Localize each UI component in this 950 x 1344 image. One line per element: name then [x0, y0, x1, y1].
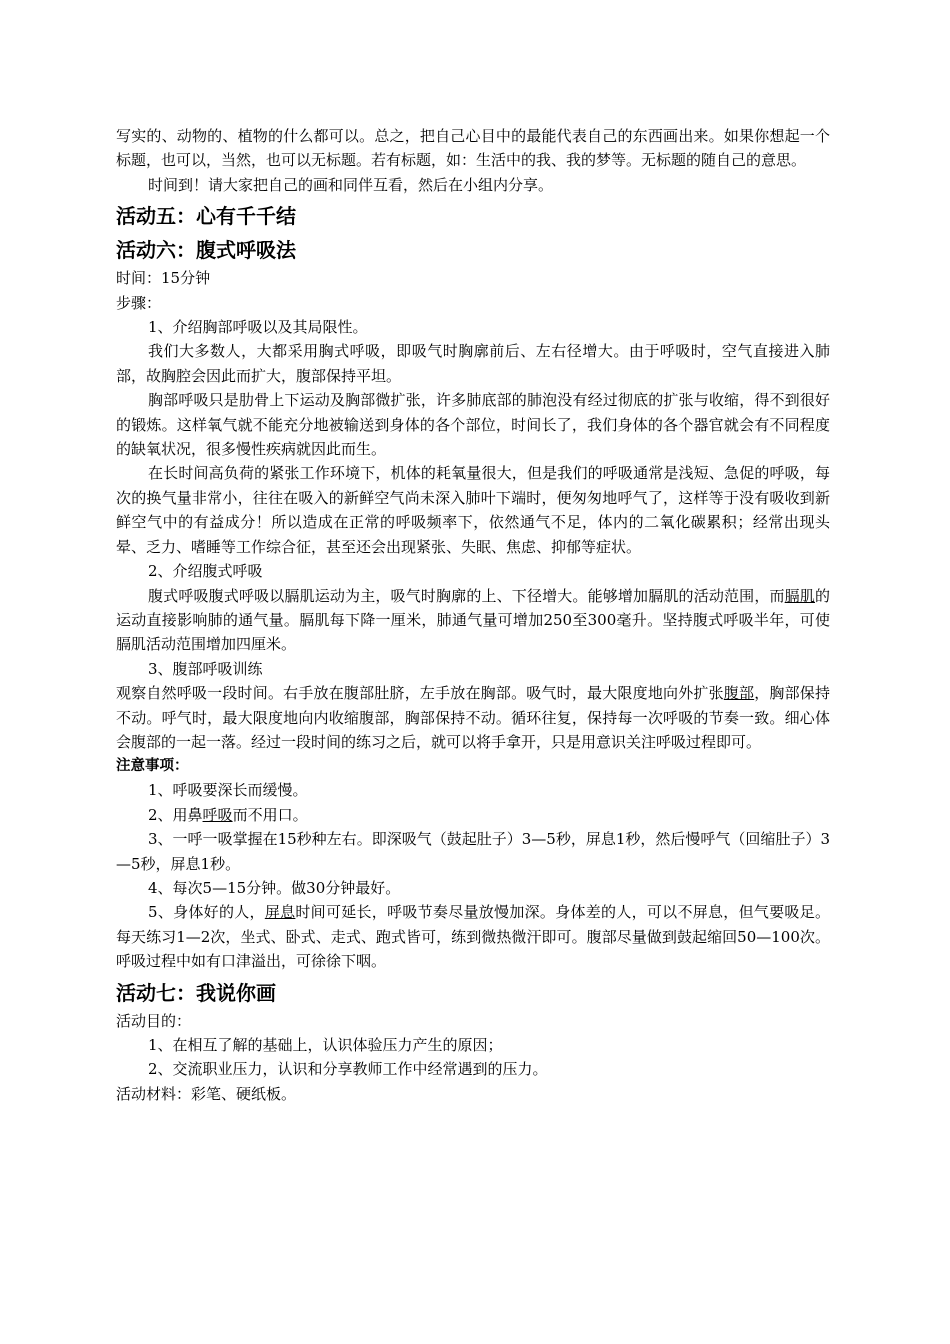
step2-paragraph	[116, 584, 830, 657]
breathing-link[interactable]: 呼吸	[202, 805, 233, 824]
activity7-heading: 活动七：我说你画	[116, 980, 276, 1005]
document-page	[116, 124, 830, 1106]
step3-text-b: ，胸部保持不动。呼气时，最大限度地向内收缩腹部，胸部保持不动。循环往复，保持每一次呼吸的节奏一致。细心体会腹部的一起一落。经过一段时间的练习之后，就可以将手拿开，只是用意识关注呼吸过程即可。	[116, 684, 830, 751]
step2-title: 2、介绍腹式呼吸	[148, 562, 263, 581]
note2-text-b: 而不用口。	[232, 805, 308, 824]
step1-title: 1、介绍胸部呼吸以及其局限性。	[148, 318, 368, 337]
note-1: 1、呼吸要深长而缓慢。	[148, 781, 308, 800]
intro-paragraph: 写实的、动物的、植物的什么都可以。总之，把自己心目中的最能代表自己的东西画出来。如果你想起一个标题，也可以，当然，也可以无标题。若有标题，如：生活中的我、我的梦等。无标题的随自己的意思。	[116, 127, 830, 170]
activity6-steps-label: 步骤：	[116, 293, 162, 312]
note-4: 4、每次5—15分钟。做30分钟最好。	[148, 878, 401, 897]
diaphragm-link[interactable]: 膈肌	[784, 586, 815, 605]
activity7-purpose-1: 1、在相互了解的基础上，认识体验压力产生的原因；	[148, 1036, 503, 1054]
activity6-heading: 活动六：腹式呼吸法	[116, 238, 296, 263]
note2-text-a: 2、用鼻	[148, 805, 203, 824]
note5-text-b: 时间可延长，呼吸节奏尽量放慢加深。身体差的人，可以不屏息，但气要吸足。每天练习1—2次，坐式、卧式、走式、跑式皆可，练到微热微汗即可。腹部尽量做到鼓起缩回50—100次。呼吸过程中如有口津溢出，可徐徐下咽。	[116, 903, 830, 971]
note-3: 3、一呼一吸掌握在15秒种左右。即深吸气（鼓起肚子）3—5秒，屏息1秒，然后慢呼气（回缩肚子）3—5秒，屏息1秒。	[116, 830, 830, 873]
activity7-purpose-2: 2、交流职业压力，认识和分享教师工作中经常遇到的压力。	[148, 1060, 548, 1079]
step3-paragraph	[116, 681, 830, 754]
step1-paragraph-limitations: 胸部呼吸只是肋骨上下运动及胸部微扩张，许多肺底部的肺泡没有经过彻底的扩张与收缩，得不到很好的锻炼。这样氧气就不能充分地被输送到身体的各个部位，时间长了，我们身体的各个器官就会有不同程度的缺氧状况，很多慢性疾病就因此而生。	[116, 391, 830, 459]
notes-heading: 注意事项：	[116, 758, 189, 775]
step1-paragraph-chest-breathing: 我们大多数人，大都采用胸式呼吸，即吸气时胸廓前后、左右径增大。由于呼吸时，空气直接进入肺部，故胸腔会因此而扩大，腹部保持平坦。	[116, 342, 830, 385]
step1-paragraph-stress: 在长时间高负荷的紧张工作环境下，机体的耗氧量很大，但是我们的呼吸通常是浅短、急促的呼吸，每次的换气量非常小，往往在吸入的新鲜空气尚未深入肺叶下端时，便匆匆地呼气了，这样等于没有吸收到新鲜空气中的有益成分！所以造成在正常的呼吸频率下，依然通气不足，体内的二氧化碳累积；经常出现头晕、乏力、嗜睡等工作综合征，甚至还会出现紧张、失眠、焦虑、抑郁等症状。	[116, 464, 830, 556]
abdomen-link[interactable]: 腹部	[723, 684, 755, 703]
note-5	[116, 900, 830, 973]
step2-text-b: 的运动直接影响肺的通气量。膈肌每下降一厘米，肺通气量可增加250至300毫升。坚持腹式呼吸半年，可使膈肌活动范围增加四厘米。	[116, 586, 830, 654]
activity7-materials: 活动材料：彩笔、硬纸板。	[116, 1084, 297, 1103]
step3-text-a: 观察自然呼吸一段时间。右手放在腹部肚脐，左手放在胸部。吸气时，最大限度地向外扩张	[116, 684, 724, 703]
intro-sharing-paragraph: 时间到！请大家把自己的画和同伴互看，然后在小组内分享。	[148, 175, 554, 194]
breath-hold-link[interactable]: 屏息	[264, 903, 296, 922]
note-2	[116, 803, 830, 827]
note5-text-a: 5、身体好的人，	[148, 903, 265, 922]
activity7-purpose-label: 活动目的：	[116, 1011, 192, 1030]
step2-text-a: 腹式呼吸腹式呼吸以膈肌运动为主，吸气时胸廓的上、下径增大。能够增加膈肌的活动范围，而	[148, 586, 785, 605]
activity5-heading: 活动五：心有千千结	[116, 204, 296, 229]
activity6-time: 时间：15分钟	[116, 269, 211, 288]
step3-title: 3、腹部呼吸训练	[148, 659, 263, 678]
